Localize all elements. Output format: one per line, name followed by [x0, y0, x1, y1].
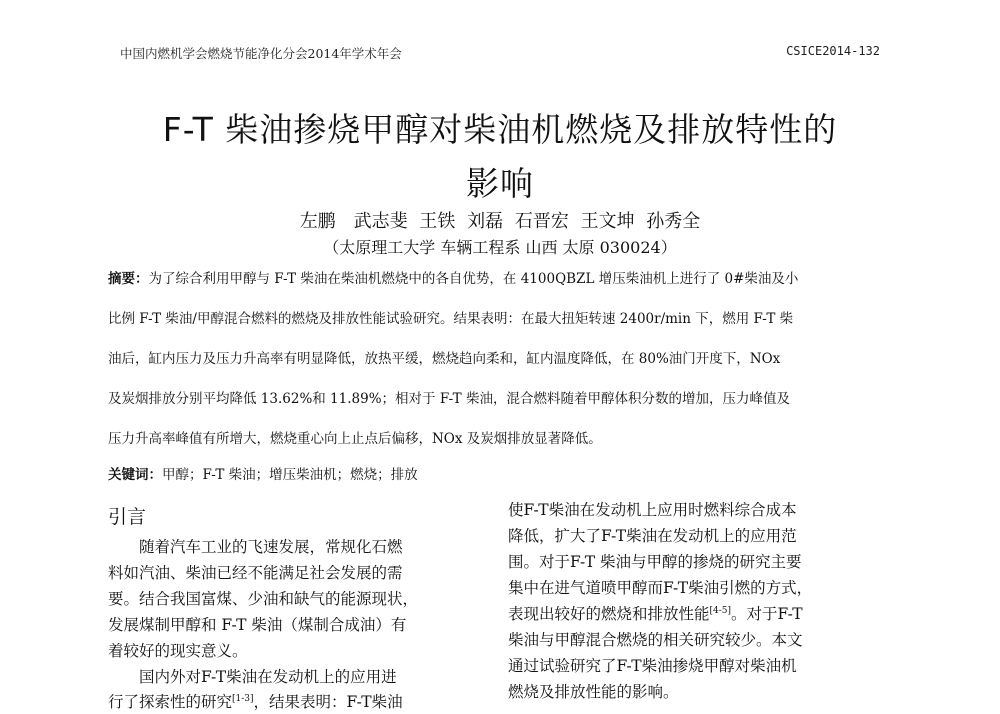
body-line: 围。对于F-T 柴油与甲醇的掺烧的研究主要	[508, 553, 802, 571]
keywords-text: 甲醇；F-T 柴油；增压柴油机；燃烧；排放	[162, 467, 418, 483]
body-line: 使F-T柴油在发动机上应用时燃料综合成本	[508, 501, 797, 519]
body-line: 燃烧及排放性能的影响。	[508, 683, 679, 701]
abstract-text: 为了综合利用甲醇与 F-T 柴油在柴油机燃烧中的各自优势，在 4100QBZL 增压柴油机上进行了 0#柴油及小	[148, 271, 799, 287]
body-line: 要。结合我国富煤、少油和缺气的能源现状，	[108, 590, 419, 608]
paper-title-line-1: F-T 柴油掺烧甲醇对柴油机燃烧及排放特性的	[162, 110, 838, 149]
paper-title-line-2: 影响	[466, 164, 534, 203]
body-line: 随着汽车工业的飞速发展，常规化石燃	[108, 538, 403, 556]
abstract-label: 摘要：	[108, 271, 149, 287]
author-list: 左鹏 武志斐 王铁 刘磊 石晋宏 王文坤 孙秀全	[299, 211, 701, 232]
abstract-line: 压力升高率峰值有所增大，燃烧重心向上止点后偏移，NOx 及炭烟排放显著降低。	[108, 431, 602, 447]
body-line: 集中在进气道喷甲醇而F-T柴油引燃的方式，	[508, 579, 813, 597]
body-line: 发展煤制甲醇和 F-T 柴油（煤制合成油）有	[108, 616, 407, 634]
abstract-line: 比例 F-T 柴油/甲醇混合燃料的燃烧及排放性能试验研究。结果表明：在最大扭矩转速 2400r/min 下，燃用 F-T 柴	[108, 311, 794, 327]
keywords	[108, 463, 418, 483]
body-line	[508, 602, 803, 624]
body-text: 行了探索性的研究	[108, 693, 233, 711]
body-line: 料如汽油、柴油已经不能满足社会发展的需	[108, 564, 403, 582]
conference-header: 中国内燃机学会燃烧节能净化分会2014年学术年会	[120, 46, 402, 61]
abstract-line: 油后，缸内压力及压力升高率有明显降低，放热平缓，燃烧趋向柔和，缸内温度降低，在 80%油门开度下，NOx	[108, 351, 781, 367]
abstract-line: 及炭烟排放分别平均降低 13.62%和 11.89%；相对于 F-T 柴油，混合燃料随着甲醇体积分数的增加，压力峰值及	[108, 391, 790, 407]
body-text: ，结果表明：F-T柴油	[253, 693, 403, 711]
body-line: 国内外对F-T柴油在发动机上的应用进	[108, 668, 397, 686]
body-text: 表现出较好的燃烧和排放性能	[508, 605, 710, 623]
body-text: 。对于F-T	[731, 605, 803, 623]
section-heading: 引言	[108, 506, 147, 528]
body-line: 着较好的现实意义。	[108, 642, 248, 660]
body-line	[108, 690, 403, 712]
citation: [4-5]	[709, 605, 732, 616]
paper-id: CSICE2014-132	[786, 44, 880, 58]
keywords-label: 关键词：	[108, 467, 162, 483]
body-line: 通过试验研究了F-T柴油掺烧甲醇对柴油机	[508, 657, 797, 675]
citation: [1-3]	[232, 693, 254, 704]
body-line: 降低，扩大了F-T柴油在发动机上的应用范	[508, 527, 797, 545]
abstract-line	[108, 267, 798, 287]
affiliation: （太原理工大学 车辆工程系 山西 太原 030024）	[323, 238, 677, 257]
body-line: 柴油与甲醇混合燃烧的相关研究较少。本文	[508, 631, 803, 649]
